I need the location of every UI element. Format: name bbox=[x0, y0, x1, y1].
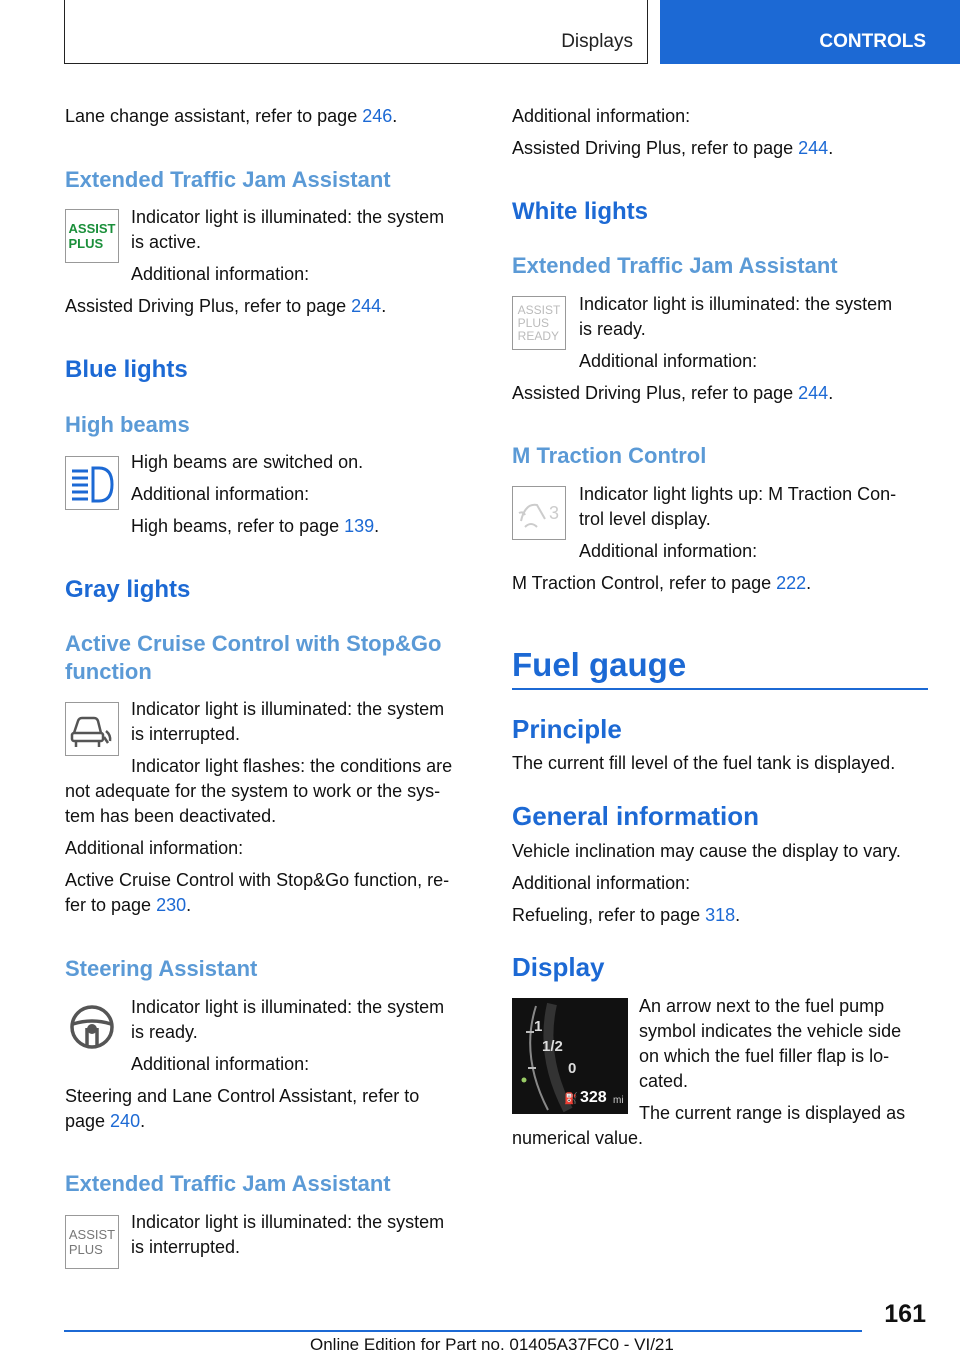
heading-rule bbox=[512, 688, 928, 690]
ref-text: Assisted Driving Plus, refer to page bbox=[65, 296, 352, 316]
acc-heading-2: function bbox=[65, 659, 152, 684]
body-text: trol level display. bbox=[579, 509, 711, 529]
icon-line: PLUS bbox=[517, 315, 550, 330]
ref-end: . bbox=[140, 1111, 146, 1131]
body-text: Additional information: bbox=[579, 351, 758, 371]
icon-line: PLUS bbox=[68, 1242, 103, 1257]
body-text: on which the fuel filler flap is lo- bbox=[639, 1046, 890, 1066]
ext-jam-heading-3: Extended Traffic Jam Assistant bbox=[512, 253, 838, 278]
ref-text: fer to page bbox=[65, 895, 157, 915]
body-text: Additional information: bbox=[512, 106, 691, 126]
steering-heading: Steering Assistant bbox=[65, 956, 258, 981]
body-text: Active Cruise Control with Stop&Go function, re- bbox=[65, 870, 450, 890]
general-info-heading: General information bbox=[512, 801, 760, 831]
body-text: Indicator light is illuminated: the system bbox=[131, 997, 445, 1017]
ext-jam-heading-2: Extended Traffic Jam Assistant bbox=[65, 1171, 391, 1196]
high-beams-heading: High beams bbox=[65, 412, 190, 437]
assisted-plus-ref bbox=[65, 294, 386, 319]
assisted-plus-ref bbox=[512, 381, 833, 406]
m-traction-heading: M Traction Control bbox=[512, 443, 707, 468]
body-text: Indicator light is illuminated: the system bbox=[131, 1212, 445, 1232]
body-text: is interrupted. bbox=[131, 724, 241, 744]
ref-text: Lane change assistant, refer to page bbox=[65, 106, 363, 126]
body-text: Additional information: bbox=[512, 873, 691, 893]
ref-text: Refueling, refer to page bbox=[512, 905, 706, 925]
body-text: Indicator light is illuminated: the system bbox=[131, 207, 445, 227]
ext-jam-heading-1: Extended Traffic Jam Assistant bbox=[65, 167, 391, 192]
ref-end: . bbox=[828, 138, 834, 158]
page-link-246[interactable]: 246 bbox=[362, 106, 393, 126]
page-link-244[interactable]: 244 bbox=[798, 138, 829, 158]
icon-line: ASSIST bbox=[68, 1227, 116, 1242]
assist-plus-ready-icon bbox=[512, 296, 566, 350]
page-link-244[interactable]: 244 bbox=[798, 383, 829, 403]
ref-end: . bbox=[186, 895, 192, 915]
ref-end: . bbox=[381, 296, 387, 316]
ref-end: . bbox=[828, 383, 834, 403]
body-text: Additional information: bbox=[131, 264, 310, 284]
refueling-ref bbox=[512, 903, 740, 928]
ref-end: . bbox=[806, 573, 812, 593]
footer-rule bbox=[64, 1330, 862, 1332]
gauge-mark-half: 1/2 bbox=[542, 1038, 563, 1055]
gauge-mark-full: 1 bbox=[534, 1018, 543, 1035]
body-text: Indicator light flashes: the conditions are bbox=[131, 756, 453, 776]
body-text: tem has been deactivated. bbox=[65, 806, 277, 826]
icon-line: READY bbox=[517, 328, 559, 343]
icon-line: PLUS bbox=[68, 236, 104, 251]
assist-plus-gray-icon bbox=[65, 1215, 119, 1269]
body-text: Steering and Lane Control Assistant, refer to bbox=[65, 1086, 420, 1106]
page-link-230[interactable]: 230 bbox=[156, 895, 187, 915]
body-text: not adequate for the system to work or the sys- bbox=[65, 781, 441, 801]
icon-line: ASSIST bbox=[517, 302, 561, 317]
gauge-mark-empty: 0 bbox=[568, 1060, 577, 1077]
body-text: Indicator light lights up: M Traction Con- bbox=[579, 484, 897, 504]
header-chapter-tab bbox=[660, 0, 960, 64]
body-text: is interrupted. bbox=[131, 1237, 241, 1257]
body-text: Additional information: bbox=[579, 541, 758, 561]
page-link-244[interactable]: 244 bbox=[351, 296, 382, 316]
body-text: Vehicle inclination may cause the display to vary. bbox=[512, 841, 901, 861]
ref-text: M Traction Control, refer to page bbox=[512, 573, 777, 593]
body-text: The current range is displayed as bbox=[639, 1103, 906, 1123]
body-text: numerical value. bbox=[512, 1128, 644, 1148]
svg-text:3: 3 bbox=[549, 503, 560, 523]
header-section-tab bbox=[64, 0, 648, 64]
ref-end: . bbox=[374, 516, 380, 536]
assist-plus-green-icon bbox=[65, 209, 119, 263]
body-text: The current fill level of the fuel tank is displayed. bbox=[512, 753, 896, 773]
display-heading: Display bbox=[512, 952, 605, 982]
blue-lights-heading: Blue lights bbox=[65, 356, 188, 383]
ref-text: High beams, refer to page bbox=[131, 516, 345, 536]
body-text: is active. bbox=[131, 232, 202, 252]
body-text: Indicator light is illuminated: the system bbox=[579, 294, 893, 314]
footer-edition: Online Edition for Part no. 01405A37FC0 - VI/21 bbox=[310, 1335, 674, 1354]
header-section-label: Displays bbox=[561, 31, 633, 52]
page-link-139[interactable]: 139 bbox=[344, 516, 375, 536]
ref-text: Assisted Driving Plus, refer to page bbox=[512, 383, 799, 403]
page-link-318[interactable]: 318 bbox=[705, 905, 736, 925]
body-text: Additional information: bbox=[131, 484, 310, 504]
acc-stopgo-icon bbox=[65, 702, 119, 756]
ref-text: Assisted Driving Plus, refer to page bbox=[512, 138, 799, 158]
m-traction-icon bbox=[512, 486, 566, 540]
lane-change-ref bbox=[65, 104, 397, 129]
white-lights-heading: White lights bbox=[512, 198, 648, 225]
body-text: is ready. bbox=[579, 319, 646, 339]
range-unit: mi bbox=[613, 1095, 624, 1106]
acc-ref bbox=[65, 893, 191, 918]
page-link-240[interactable]: 240 bbox=[110, 1111, 141, 1131]
principle-heading: Principle bbox=[512, 714, 622, 744]
high-beam-icon bbox=[65, 456, 119, 510]
page-number: 161 bbox=[884, 1300, 926, 1328]
page-link-222[interactable]: 222 bbox=[776, 573, 807, 593]
acc-heading-1: Active Cruise Control with Stop&Go bbox=[65, 631, 442, 656]
range-value: 328 bbox=[580, 1089, 607, 1106]
assisted-plus-ref bbox=[512, 136, 833, 161]
steering-ref bbox=[65, 1109, 145, 1134]
body-text: Additional information: bbox=[131, 1054, 310, 1074]
high-beams-ref bbox=[131, 514, 379, 539]
mtc-ref bbox=[512, 571, 811, 596]
body-text: is ready. bbox=[131, 1022, 198, 1042]
body-text: cated. bbox=[639, 1071, 689, 1091]
fuel-gauge-image bbox=[512, 998, 628, 1114]
ref-end: . bbox=[392, 106, 398, 126]
ref-end: . bbox=[735, 905, 741, 925]
body-text: High beams are switched on. bbox=[131, 452, 364, 472]
gray-lights-heading: Gray lights bbox=[65, 576, 191, 603]
steering-wheel-icon bbox=[65, 1000, 119, 1054]
header-chapter-label: CONTROLS bbox=[819, 31, 926, 52]
fuel-gauge-heading: Fuel gauge bbox=[512, 646, 687, 683]
fuel-pump-icon: ⛽ bbox=[564, 1093, 578, 1105]
body-text: symbol indicates the vehicle side bbox=[639, 1021, 902, 1041]
ref-text: page bbox=[65, 1111, 111, 1131]
body-text: Indicator light is illuminated: the system bbox=[131, 699, 445, 719]
body-text: An arrow next to the fuel pump bbox=[639, 996, 885, 1016]
icon-line: ASSIST bbox=[68, 221, 116, 236]
body-text: Additional information: bbox=[65, 838, 244, 858]
